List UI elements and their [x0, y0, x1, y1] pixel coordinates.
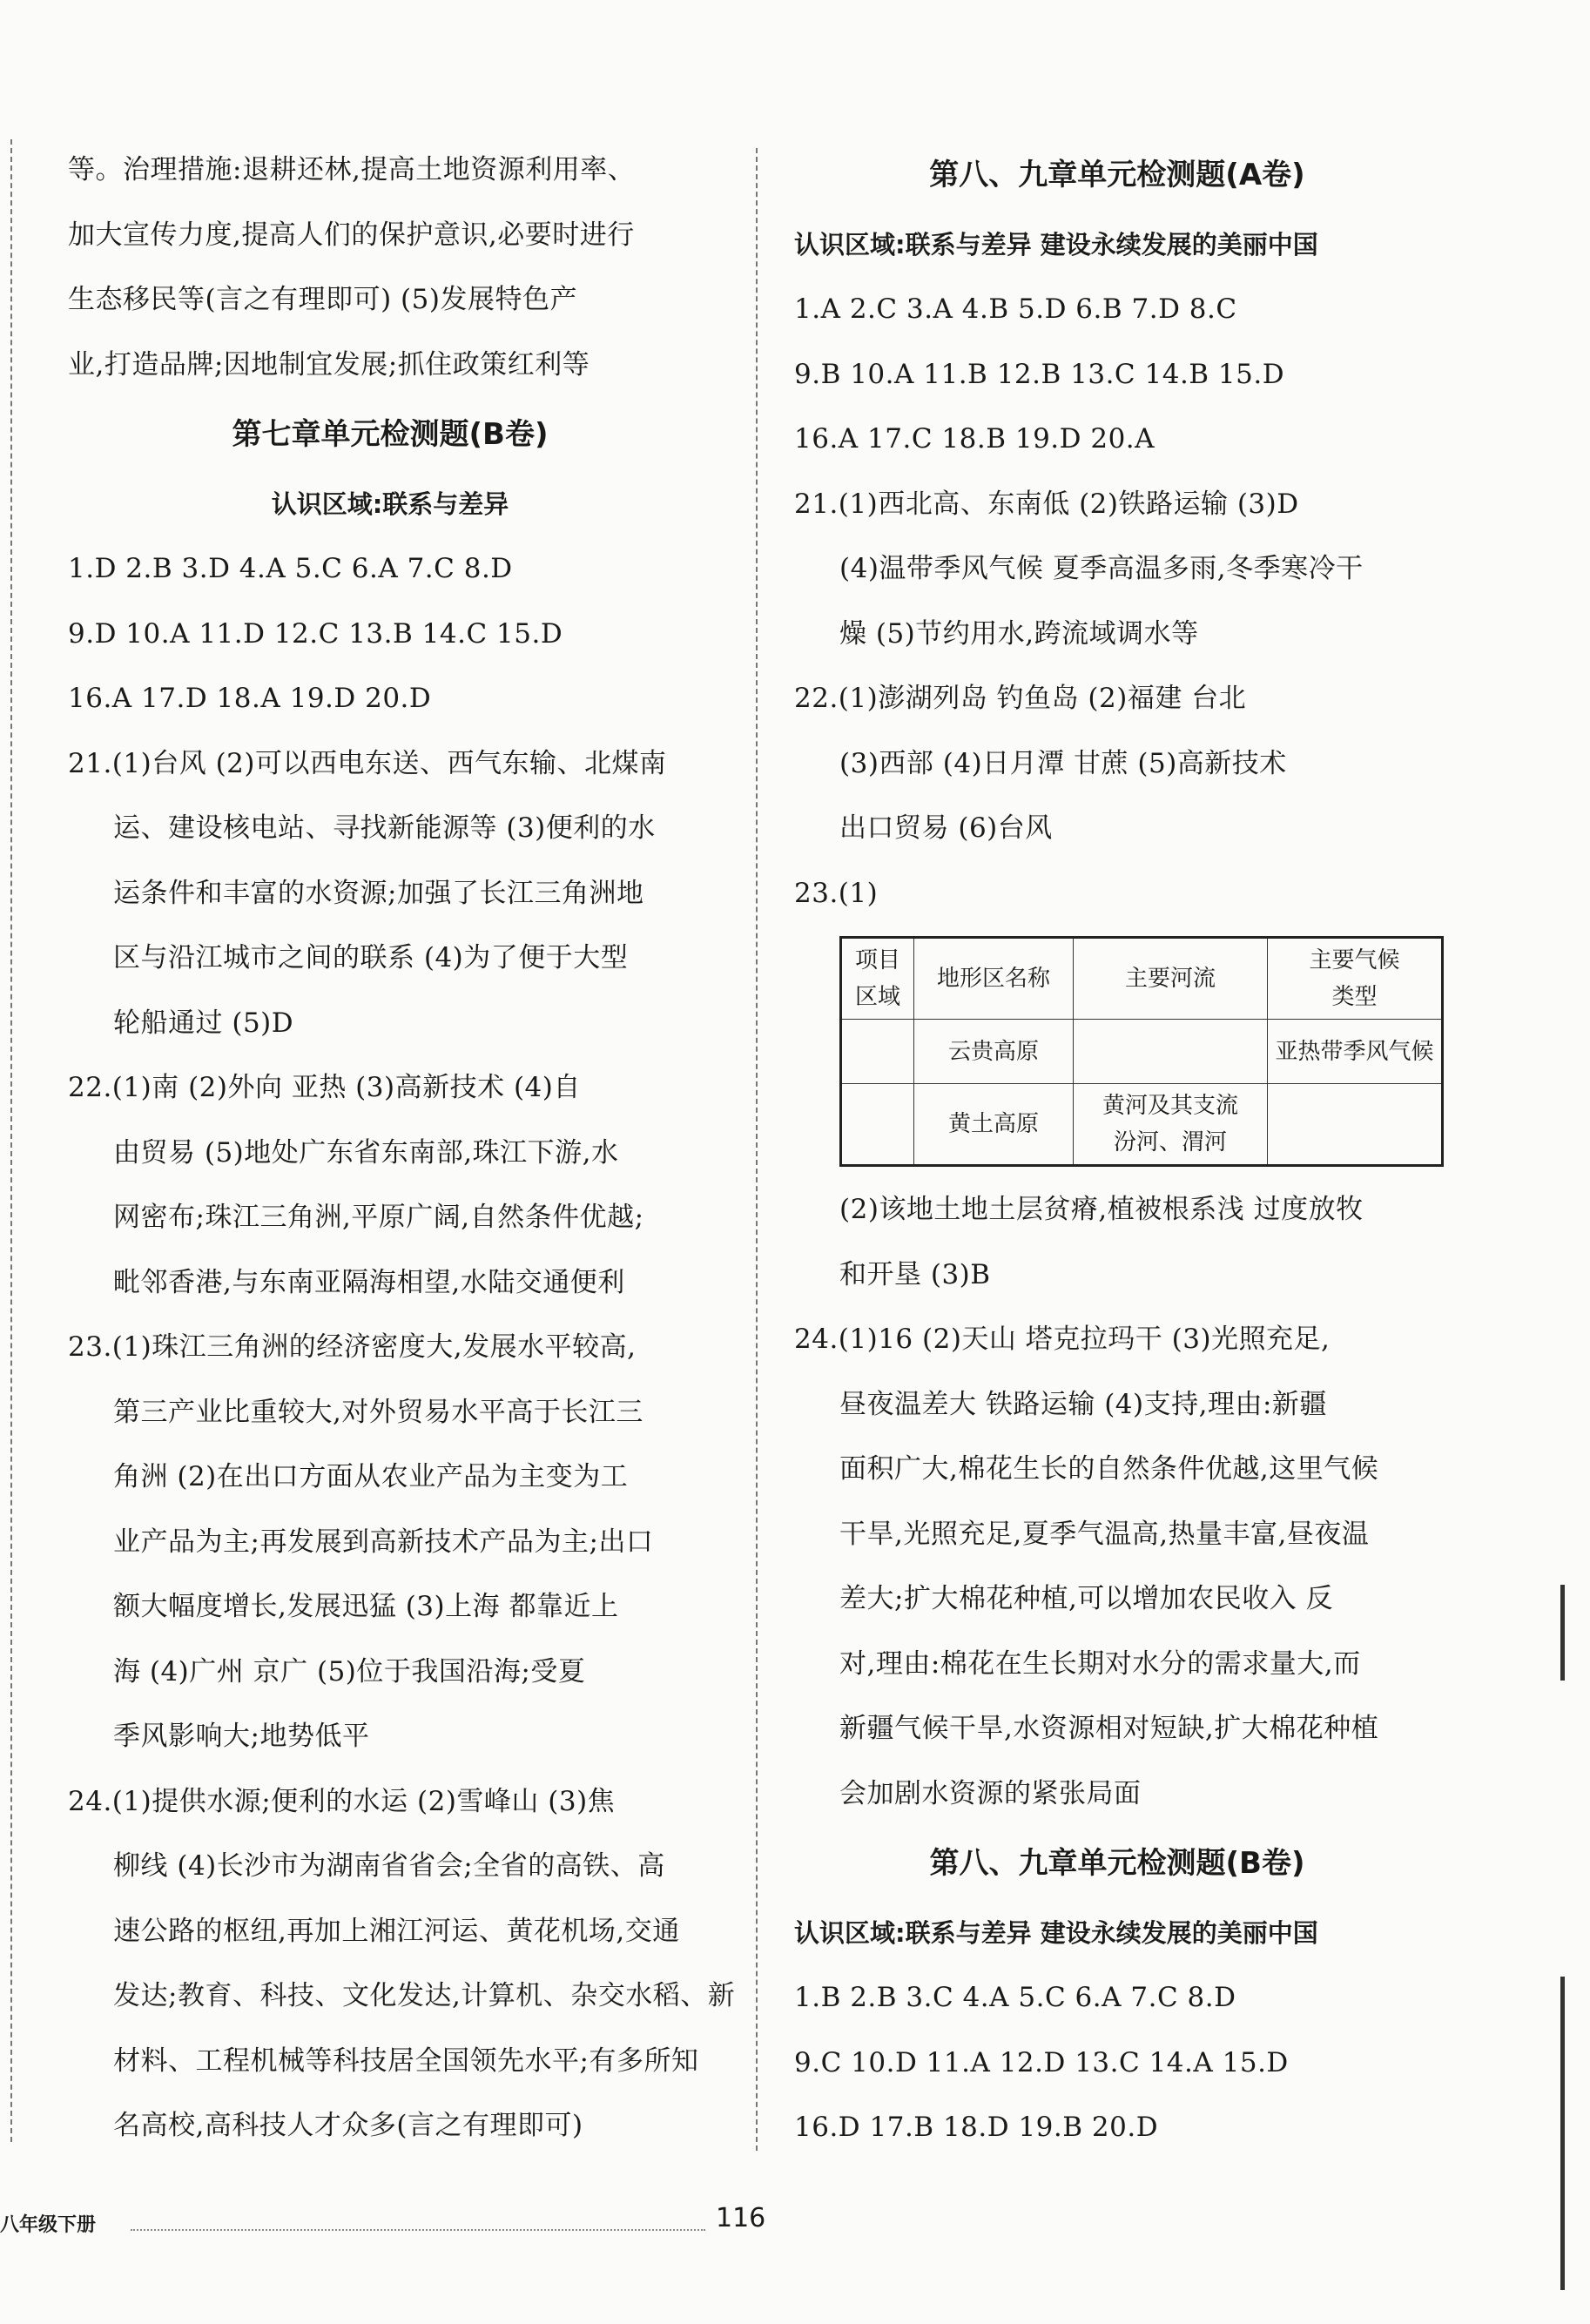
q22-line: 出口贸易 (6)台风	[839, 812, 1053, 844]
q24-line: 会加剧水资源的紧张局面	[839, 1777, 1142, 1809]
q24-line: 发达;教育、科技、文化发达,计算机、杂交水稻、新	[113, 1980, 736, 2011]
header-climate-line: 类型	[1331, 984, 1378, 1010]
right-column	[794, 138, 1440, 2160]
continued-line: 加大宣传力度,提高人们的保护意识,必要时进行	[68, 219, 635, 251]
mc-answers-line: 16.A 17.D 18.A 19.D 20.D	[68, 683, 432, 714]
section-subtitle-ch7b: 认识区域:联系与差异	[271, 489, 509, 519]
table-corner-cell	[841, 938, 914, 1020]
table-cell	[841, 1084, 914, 1166]
section-subtitle-ch89a: 认识区域:联系与差异 建设永续发展的美丽中国	[794, 230, 1318, 259]
q21-line: 运、建设核电站、寻找新能源等 (3)便利的水	[113, 812, 656, 844]
page-number: 116	[716, 2203, 766, 2233]
q23-line: 23.(1)珠江三角洲的经济密度大,发展水平较高,	[68, 1331, 637, 1363]
mc-answers-line: 16.D 17.B 18.D 19.B 20.D	[794, 2112, 1159, 2143]
left-dashed-margin	[10, 139, 12, 2142]
continued-line: 生态移民等(言之有理即可) (5)发展特色产	[68, 284, 577, 315]
q21-line: 区与沿江城市之间的联系 (4)为了便于大型	[113, 942, 629, 973]
table-cell: 亚热带季风气候	[1268, 1020, 1443, 1084]
table-cell: 云贵高原	[914, 1020, 1074, 1084]
q22-line: 22.(1)澎湖列岛 钓鱼岛 (2)福建 台北	[794, 683, 1247, 714]
section-title-ch89b: 第八、九章单元检测题(B卷)	[929, 1846, 1305, 1881]
table-header-row	[841, 938, 1443, 1020]
q21-line: (4)温带季风气候 夏季高温多雨,冬季寒冷干	[839, 553, 1364, 584]
table-cell	[1268, 1084, 1443, 1166]
scan-edge-mark	[1560, 1977, 1565, 2290]
table-cell: 黄土高原	[914, 1084, 1074, 1166]
mc-answers-line: 9.B 10.A 11.B 12.B 13.C 14.B 15.D	[794, 358, 1285, 390]
q24-line: 干旱,光照充足,夏季气温高,热量丰富,昼夜温	[839, 1518, 1370, 1550]
corner-label-top: 项目	[854, 947, 900, 973]
q22-line: 由贸易 (5)地处广东省东南部,珠江下游,水	[113, 1136, 619, 1169]
scan-edge-mark	[1560, 1585, 1565, 1681]
q24-line: 差大;扩大棉花种植,可以增加农民收入 反	[839, 1583, 1334, 1614]
mc-answers-line: 9.C 10.D 11.A 12.D 13.C 14.A 15.D	[794, 2046, 1289, 2078]
q22-line: 网密布;珠江三角洲,平原广阔,自然条件优越;	[113, 1202, 644, 1233]
q21-line: 轮船通过 (5)D	[113, 1007, 294, 1039]
table-cell	[1074, 1084, 1268, 1166]
q24-line: 名高校,高科技人才众多(言之有理即可)	[113, 2110, 583, 2141]
q24-line: 面积广大,棉花生长的自然条件优越,这里气候	[839, 1453, 1379, 1485]
left-column	[68, 138, 736, 2159]
grade-label: 八年级下册	[0, 2214, 97, 2236]
q24-line: 新疆气候干旱,水资源相对短缺,扩大棉花种植	[839, 1713, 1379, 1744]
mc-answers-line: 9.D 10.A 11.D 12.C 13.B 14.C 15.D	[68, 617, 563, 650]
river-line: 汾河、渭河	[1113, 1129, 1227, 1155]
q23-line: 海 (4)广州 京广 (5)位于我国沿海;受夏	[113, 1655, 586, 1687]
corner-label-bottom: 区域	[854, 984, 900, 1010]
table-cell	[1074, 1020, 1268, 1084]
q24-line: 昼夜温差大 铁路运输 (4)支持,理由:新疆	[839, 1388, 1327, 1420]
continued-line: 业,打造品牌;因地制宜发展;抓住政策红利等	[68, 348, 590, 381]
table-row	[841, 1020, 1443, 1084]
mc-answers-line: 16.A 17.C 18.B 19.D 20.A	[794, 423, 1155, 455]
mc-answers-line: 1.B 2.B 3.C 4.A 5.C 6.A 7.C 8.D	[794, 1982, 1236, 2013]
q24-line: 24.(1)16 (2)天山 塔克拉玛干 (3)光照充足,	[794, 1324, 1331, 1355]
footer-dotted-rule	[131, 2229, 705, 2231]
q23-label: 23.(1)	[794, 877, 879, 909]
section-subtitle-ch89b: 认识区域:联系与差异 建设永续发展的美丽中国	[794, 1918, 1318, 1948]
header-climate	[1268, 938, 1443, 1020]
q21-line: 21.(1)西北高、东南低 (2)铁路运输 (3)D	[794, 488, 1299, 520]
section-title-ch89a: 第八、九章单元检测题(A卷)	[929, 158, 1305, 192]
mc-answers-line: 1.A 2.C 3.A 4.B 5.D 6.B 7.D 8.C	[794, 293, 1237, 325]
header-terrain: 地形区名称	[914, 938, 1074, 1020]
q23-line: 业产品为主;再发展到高新技术产品为主;出口	[113, 1526, 654, 1558]
q23-answer-table	[839, 936, 1444, 1167]
q22-line: 22.(1)南 (2)外向 亚热 (3)高新技术 (4)自	[68, 1072, 581, 1103]
header-river: 主要河流	[1074, 938, 1268, 1020]
q23-line: 第三产业比重较大,对外贸易水平高于长江三	[113, 1396, 643, 1428]
q22-line: 毗邻香港,与东南亚隔海相望,水陆交通便利	[113, 1266, 625, 1298]
q24-line: 24.(1)提供水源;便利的水运 (2)雪峰山 (3)焦	[68, 1785, 616, 1817]
q21-line: 运条件和丰富的水资源;加强了长江三角洲地	[113, 877, 644, 909]
q24-line: 柳线 (4)长沙市为湖南省省会;全省的高铁、高	[113, 1850, 665, 1882]
q23-line: 额大幅度增长,发展迅猛 (3)上海 都靠近上	[113, 1591, 619, 1622]
q21-line: 燥 (5)节约用水,跨流域调水等	[839, 617, 1199, 650]
table-cell	[841, 1020, 914, 1084]
q23-line: 季风影响大;地势低平	[113, 1721, 370, 1752]
q23-line: 角洲 (2)在出口方面从农业产品为主变为工	[113, 1461, 629, 1492]
q24-line: 对,理由:棉花在生长期对水分的需求量大,而	[839, 1647, 1361, 1680]
q23-line: (2)该地土地土层贫瘠,植被根系浅 过度放牧	[839, 1194, 1364, 1225]
q23-line: 和开垦 (3)B	[839, 1258, 991, 1290]
table-row	[841, 1084, 1443, 1166]
q24-line: 材料、工程机械等科技居全国领先水平;有多所知	[113, 2044, 699, 2077]
river-line: 黄河及其支流	[1102, 1093, 1238, 1119]
q22-line: (3)西部 (4)日月潭 甘蔗 (5)高新技术	[839, 747, 1287, 779]
q24-line: 速公路的枢纽,再加上湘江河运、黄花机场,交通	[113, 1915, 680, 1947]
q21-line: 21.(1)台风 (2)可以西电东送、西气东输、北煤南	[68, 747, 667, 779]
mc-answers-line: 1.D 2.B 3.D 4.A 5.C 6.A 7.C 8.D	[68, 553, 513, 584]
section-title-ch7b: 第七章单元检测题(B卷)	[232, 417, 549, 452]
column-divider	[756, 148, 758, 2151]
continued-line: 等。治理措施:退耕还林,提高土地资源利用率、	[68, 154, 636, 185]
header-climate-line: 主要气候	[1309, 947, 1400, 973]
